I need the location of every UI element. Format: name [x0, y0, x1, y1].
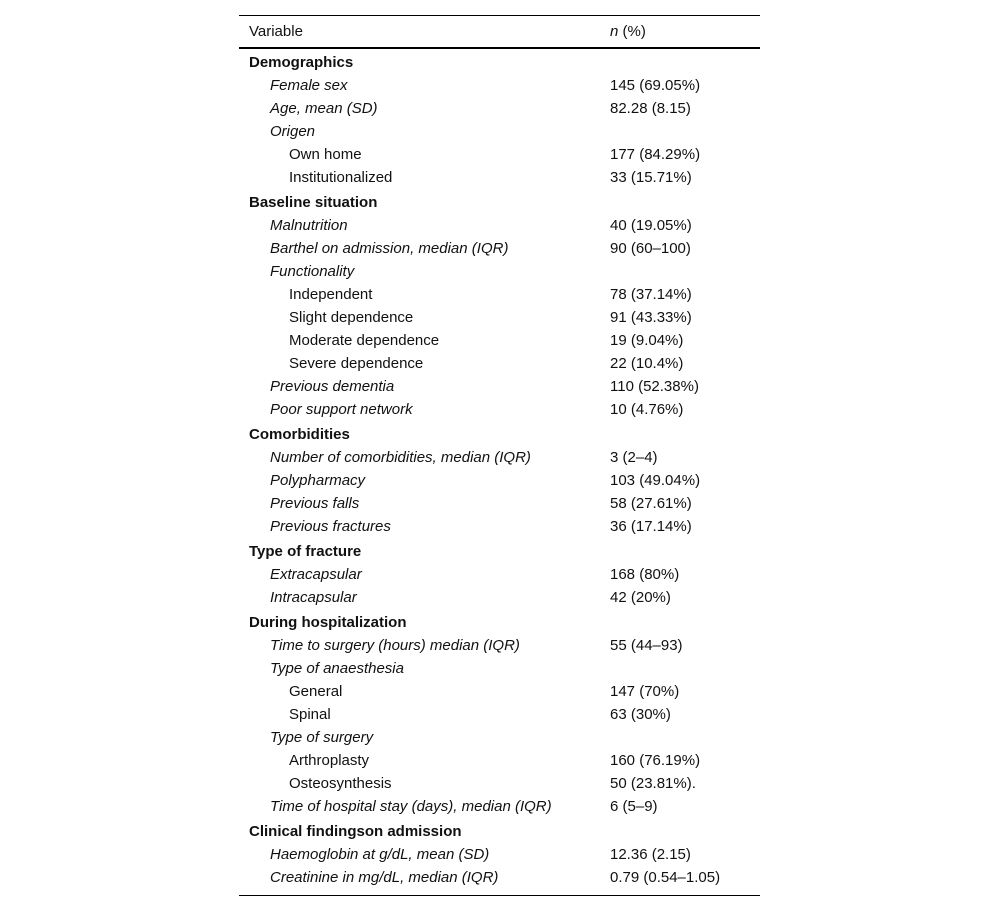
section-header: [239, 421, 760, 446]
row-label: Osteosynthesis: [289, 775, 392, 792]
row-label: Institutionalized: [289, 169, 393, 186]
table-row: [239, 398, 760, 421]
row-value: 0.79 (0.54–1.05): [610, 869, 721, 886]
table-row: [239, 375, 760, 398]
row-label: Previous falls: [270, 495, 360, 512]
row-value: 33 (15.71%): [610, 169, 692, 186]
row-label: Moderate dependence: [289, 332, 440, 349]
row-label: Previous fractures: [270, 518, 391, 535]
row-value: 103 (49.04%): [610, 472, 701, 489]
table-row: [239, 260, 760, 283]
section-title: During hospitalization: [249, 614, 407, 631]
row-label: Age, mean (SD): [270, 100, 378, 117]
section-title: Clinical findingson admission: [249, 823, 462, 840]
row-label: Arthroplasty: [289, 752, 370, 769]
table-row: [239, 680, 760, 703]
table-bottom-rule: [239, 895, 760, 896]
row-label: Functionality: [270, 263, 355, 280]
row-label: Time to surgery (hours) median (IQR): [270, 637, 520, 654]
table-row: [239, 166, 760, 189]
row-value: 168 (80%): [610, 566, 680, 583]
row-value: 58 (27.61%): [610, 495, 692, 512]
row-value: 55 (44–93): [610, 637, 683, 654]
table-row: [239, 446, 760, 469]
row-value: 22 (10.4%): [610, 355, 684, 372]
table-row: [239, 214, 760, 237]
row-value: 12.36 (2.15): [610, 846, 691, 863]
row-label: Spinal: [289, 706, 331, 723]
row-label: Type of anaesthesia: [270, 660, 404, 677]
row-value: 63 (30%): [610, 706, 671, 723]
row-value: 90 (60–100): [610, 240, 691, 257]
table-row: [239, 120, 760, 143]
row-label: Severe dependence: [289, 355, 424, 372]
row-value: 6 (5–9): [610, 798, 658, 815]
table-body: [239, 49, 760, 889]
header-percent: (%): [618, 23, 646, 40]
table-row: [239, 306, 760, 329]
table-row: [239, 634, 760, 657]
table-row: [239, 866, 760, 889]
row-value: 40 (19.05%): [610, 217, 692, 234]
table-row: [239, 515, 760, 538]
section-title: Baseline situation: [249, 194, 378, 211]
row-label: Polypharmacy: [270, 472, 366, 489]
row-value: 50 (23.81%).: [610, 775, 696, 792]
table-row: [239, 586, 760, 609]
row-value: 10 (4.76%): [610, 401, 684, 418]
row-label: Haemoglobin at g/dL, mean (SD): [270, 846, 490, 863]
row-label: Slight dependence: [289, 309, 414, 326]
row-value: 3 (2–4): [610, 449, 658, 466]
section-header: [239, 49, 760, 74]
row-value: 147 (70%): [610, 683, 680, 700]
table-row: [239, 97, 760, 120]
row-value: 36 (17.14%): [610, 518, 692, 535]
table-row: [239, 657, 760, 680]
table-header: [239, 16, 760, 49]
header-variable: Variable: [249, 23, 303, 40]
table-row: [239, 563, 760, 586]
row-label: Own home: [289, 146, 362, 163]
table-row: [239, 74, 760, 97]
row-label: General: [289, 683, 343, 700]
row-value: 177 (84.29%): [610, 146, 701, 163]
table-row: [239, 329, 760, 352]
table-row: [239, 703, 760, 726]
row-label: Creatinine in mg/dL, median (IQR): [270, 869, 499, 886]
row-value: 19 (9.04%): [610, 332, 684, 349]
row-label: Poor support network: [270, 401, 413, 418]
row-value: 160 (76.19%): [610, 752, 701, 769]
section-title: Type of fracture: [249, 543, 362, 560]
row-label: Independent: [289, 286, 373, 303]
row-value: 42 (20%): [610, 589, 671, 606]
header-n-percent: [610, 23, 646, 40]
row-label: Previous dementia: [270, 378, 395, 395]
row-label: Intracapsular: [270, 589, 357, 606]
table-row: [239, 283, 760, 306]
table-row: [239, 795, 760, 818]
row-label: Female sex: [270, 77, 348, 94]
row-value: 145 (69.05%): [610, 77, 701, 94]
row-label: Origen: [270, 123, 316, 140]
table-row: [239, 749, 760, 772]
table-row: [239, 469, 760, 492]
row-value: 91 (43.33%): [610, 309, 692, 326]
row-value: 82.28 (8.15): [610, 100, 691, 117]
row-label: Number of comorbidities, median (IQR): [270, 449, 531, 466]
data-table: [239, 15, 760, 896]
section-title: Comorbidities: [249, 426, 350, 443]
table-row: [239, 492, 760, 515]
table-row: [239, 143, 760, 166]
section-header: [239, 538, 760, 563]
section-header: [239, 609, 760, 634]
table-row: [239, 237, 760, 260]
section-header: [239, 189, 760, 214]
table-row: [239, 726, 760, 749]
row-label: Extracapsular: [270, 566, 362, 583]
row-label: Time of hospital stay (days), median (IQR): [270, 798, 552, 815]
row-value: 78 (37.14%): [610, 286, 692, 303]
row-label: Barthel on admission, median (IQR): [270, 240, 509, 257]
section-header: [239, 818, 760, 843]
row-value: 110 (52.38%): [610, 378, 699, 395]
table-row: [239, 843, 760, 866]
table-row: [239, 772, 760, 795]
header-n: n: [610, 23, 619, 40]
section-title: Demographics: [249, 54, 354, 71]
row-label: Type of surgery: [270, 729, 374, 746]
row-label: Malnutrition: [270, 217, 348, 234]
table-row: [239, 352, 760, 375]
